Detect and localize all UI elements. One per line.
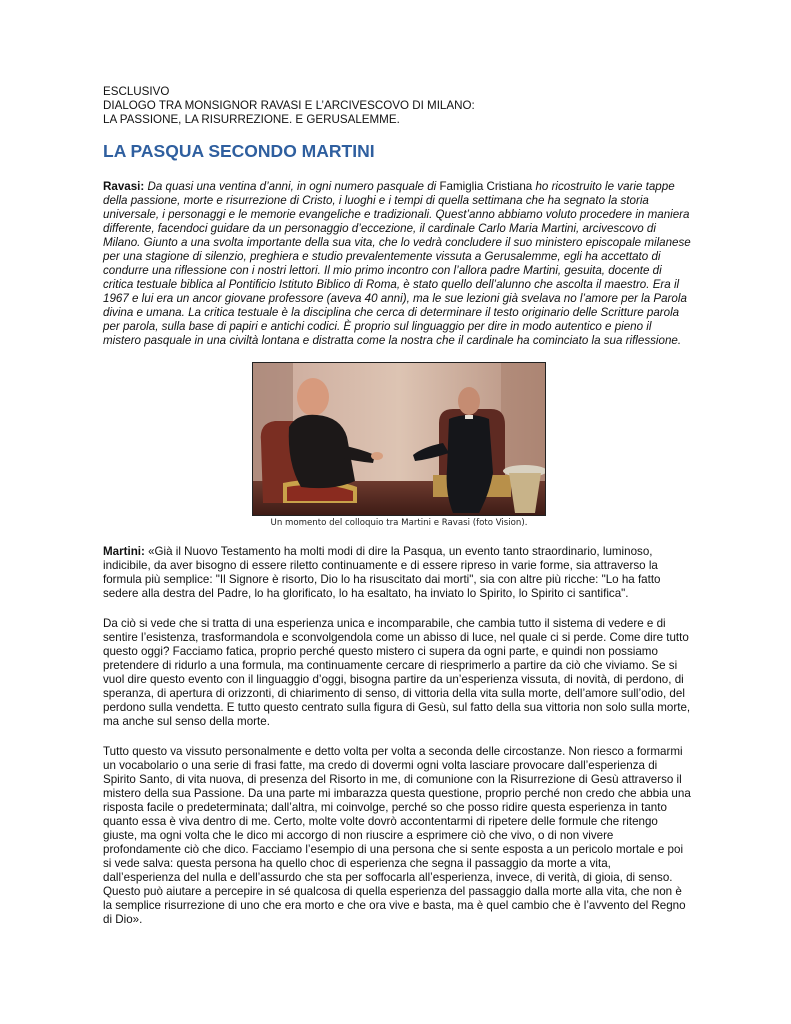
article-title: LA PASQUA SECONDO MARTINI <box>103 141 375 161</box>
photo-caption: Un momento del colloquio tra Martini e Ravasi (foto Vision). <box>270 518 528 528</box>
article <box>103 85 691 927</box>
header-subtitle-2: LA PASSIONE, LA RISURREZIONE. E GERUSALEMME. <box>103 113 400 126</box>
answer-paragraph-1 <box>103 545 691 601</box>
intro-text-b: ho ricostruito le varie tappe della passione, morte e risurrezione di Cristo, i luoghi e i tempi di quella settimana che ha segnato la storia universale, i personaggi e le memorie evangeliche e tradizionali. Quest’anno abbiamo voluto procedere in maniera differente, facendoci guidare da un personaggio d’eccezione, il cardinale Carlo Maria Martini, arcivescovo di Milano. Giunto a una svolta importante della sua vita, che lo vedrà concludere il suo ministero episcopale milanese per una stagione di silenzio, preghiera e studio prevalentemente vissuta a Gerusalemme, egli ha accettato di condurre una riflessione con i nostri lettori. Il mio primo incontro con l’allora padre Martini, gesuita, docente di critica testuale biblica al Pontificio Istituto Biblico di Roma, è stato quello dell’alunno che ascolta il maestro. Era il 1967 e lui era un ancor giovane professore (aveva 40 anni), ma le sue lezioni già svelava no l’amore per la Parola divina e umana. La critica testuale è la disciplina che cerca di determinare il testo originario delle Scritture parola per parola, sulla base di papiri e antichi codici. È proprio sul linguaggio per dire in modo autentico e pieno il mistero pasquale in una civiltà lontana e distratta come la nostra che il cardinale ha cominciato la sua riflessione. <box>103 180 691 347</box>
intro-paragraph <box>103 180 691 348</box>
answer-paragraph-2: Da ciò si vede che si tratta di una esperienza unica e incomparabile, che cambia tutto il sistema di vedere e di sentire l’esistenza, trasformandola e sconvolgendola come un abisso di luce, nel quale ci si perde. Come dire tutto questo oggi? Facciamo fatica, proprio perché questo mistero ci supera da ogni parte, e quindi non possiamo pretendere di ridurlo a una formula, ma continuamente cercare di riesprimerlo a partire da ciò che viviamo. Se si vuol dire questo evento con il linguaggio d’oggi, bisogna partire da un’esperienza vissuta, di novità, di perdono, di speranza, di apertura di orizzonti, di chiarimento di senso, di vittoria della vita sulla morte, dell’amore sull’odio, del perdono sulla vendetta. E tutto questo centrato sulla figura di Gesù, sul fatto della sua vittoria non solo sulla morte, ma anche sul senso della morte. <box>103 617 691 728</box>
header-label: ESCLUSIVO <box>103 85 170 98</box>
figure <box>249 362 549 528</box>
magazine-name: Famiglia Cristiana <box>439 180 533 193</box>
answer-paragraph-3: Tutto questo va vissuto personalmente e detto volta per volta a seconda delle circostanze. Non riesco a formarmi un vocabolario o una serie di frasi fatte, ma credo di dovermi ogni volta lasciare provocare dall’esperienza di Spirito Santo, di vita nuova, di presenza del Risorto in me, di comunione con la Risurrezione di Gesù attraverso il mistero della sua Passione. Da una parte mi imbarazza questa questione, proprio perché non credo che abbia una risposta facile o predeterminata; dall’altra, mi coinvolge, perché so che posso ridire questa esperienza in tanto quanto essa è viva dentro di me. Certo, molte volte dovrò accontentarmi di ripetere delle formule che ritengo giuste, ma ogni volta che le dico mi accorgo di non riuscire a esprimere ciò che vivo, o di non vivere profondamente ciò che dico. Facciamo l’esempio di una persona che si sente esposta a un pericolo mortale e poi si vede salva: questa persona ha quello choc di esperienza che segna il passaggio da morte a vita, dall’esperienza del nulla e dell’assurdo che sta per soffocarla all’esperienza, invece, di verità, di gioia, di senso. Questo può aiutare a percepire in sé qualcosa di quella esperienza del passaggio dalla morte alla vita, che non è la semplice risurrezione di uno che era morto e che ora vive e basta, ma è quel cambio che è l’avvento del Regno di Dio». <box>103 745 691 926</box>
answer-text-1: «Già il Nuovo Testamento ha molti modi di dire la Pasqua, un evento tanto straordinario, luminoso, indicibile, da aver bisogno di essere riletto continuamente e di essere ripreso in varie forme, sia attraverso la formula più semplice: "Il Signore è risorto, Dio lo ha risuscitato dai morti", sia con altre più ricche: "Lo ha fatto sedere alla destra del Padre, lo ha glorificato, lo ha esaltato, ha inviato lo Spirito, lo Spirito ci santifica". <box>103 545 661 600</box>
intro-text-a: Da quasi una ventina d’anni, in ogni numero pasquale di <box>144 180 440 193</box>
photo-martini-ravasi <box>252 362 546 516</box>
article-header <box>103 85 691 127</box>
speaker-martini: Martini: <box>103 545 145 558</box>
speaker-ravasi: Ravasi: <box>103 180 145 193</box>
header-subtitle: DIALOGO TRA MONSIGNOR RAVASI E L’ARCIVESCOVO DI MILANO: <box>103 99 475 112</box>
